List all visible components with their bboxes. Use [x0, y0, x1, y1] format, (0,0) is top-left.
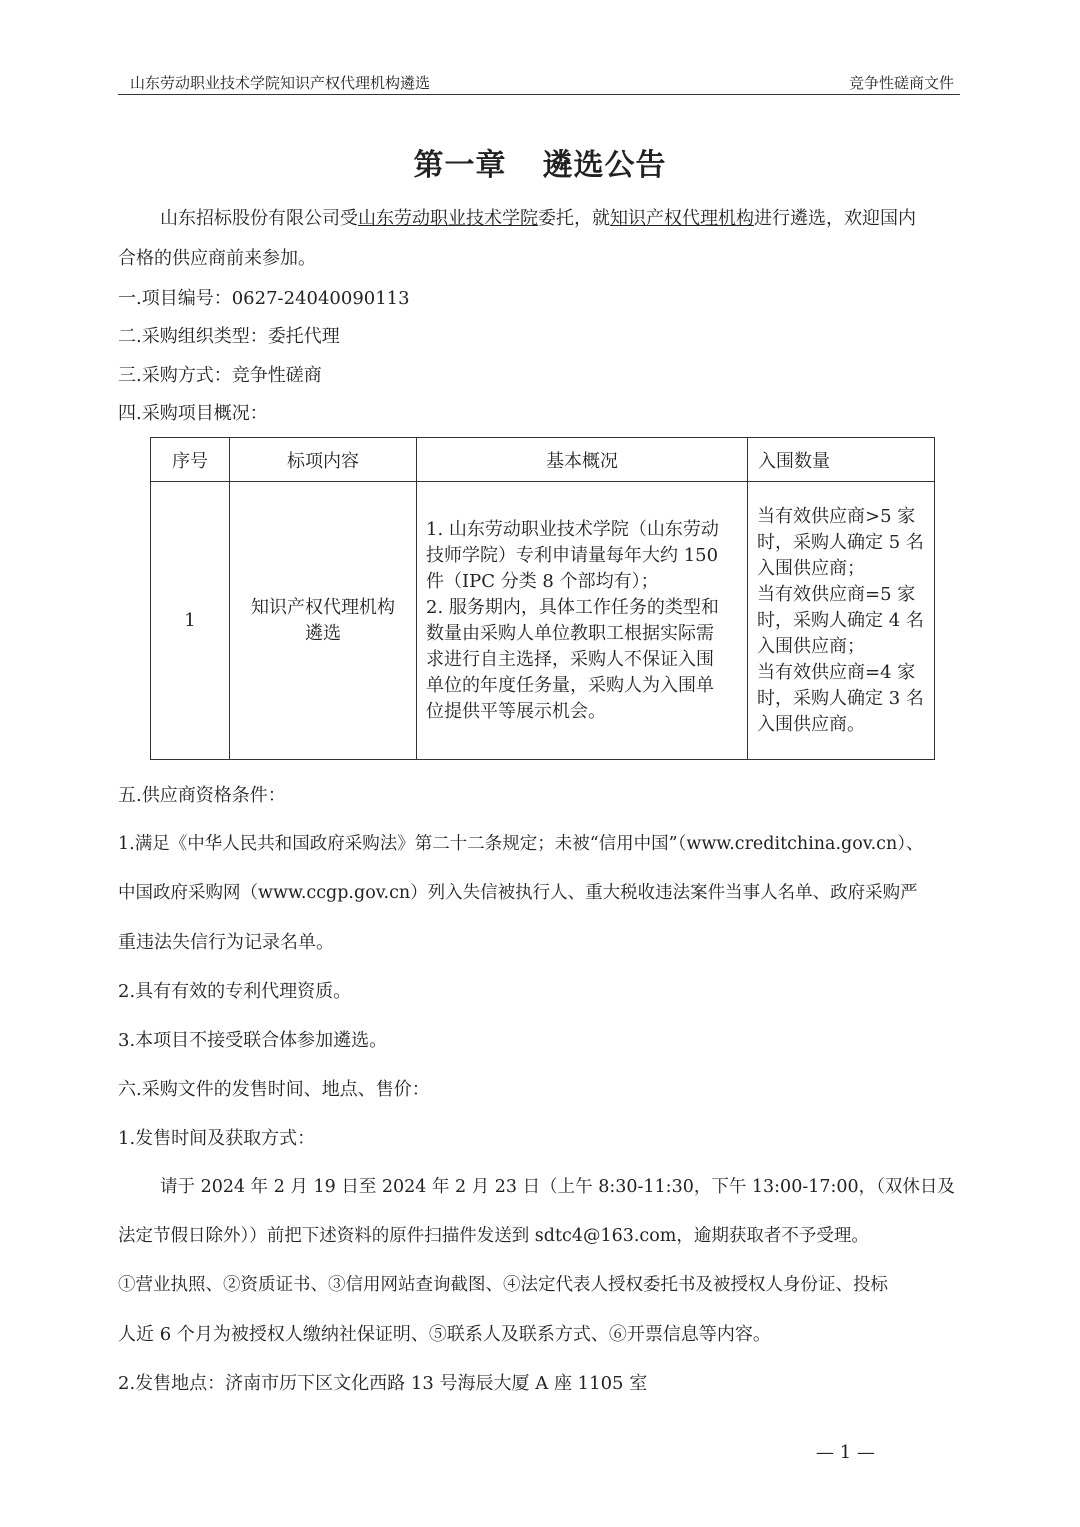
qualification-3: 3.本项目不接受联合体参加遴选。: [118, 1030, 388, 1051]
col-header-basic: 基本概况: [417, 438, 748, 482]
sale-time-line-4: 人近 6 个月为被授权人缴纳社保证明、⑤联系人及联系方式、⑥开票信息等内容。: [118, 1324, 771, 1345]
basic-line: 数量由采购人单位教职工根据实际需: [426, 622, 714, 644]
quota-line: 时，采购人确定 3 名: [757, 687, 924, 709]
basic-line: 技师学院）专利申请量每年大约 150: [426, 544, 719, 566]
chapter-name: 遴选公告: [542, 148, 667, 183]
header-right-title: 竞争性磋商文件: [848, 74, 954, 92]
procurement-method: 三.采购方式：竞争性磋商: [118, 365, 322, 386]
col-header-content: 标项内容: [230, 438, 417, 482]
basic-line: 1. 山东劳动职业技术学院（山东劳动: [426, 518, 719, 540]
page-header: [118, 70, 960, 95]
quota-line: 时，采购人确定 4 名: [757, 609, 924, 631]
cell-no: 1: [151, 482, 230, 760]
qualification-2: 2.具有有效的专利代理资质。: [118, 981, 352, 1002]
content-line: 知识产权代理机构: [251, 596, 395, 618]
chapter-title: [0, 140, 1080, 184]
sale-location: 2.发售地点：济南市历下区文化西路 13 号海辰大厦 A 座 1105 室: [118, 1373, 648, 1394]
qualification-1-line-3: 重违法失信行为记录名单。: [118, 932, 334, 953]
sale-time-line-1: 请于 2024 年 2 月 19 日至 2024 年 2 月 23 日（上午 8:30-11:30，下午 13:00-17:00，（双休日及: [160, 1177, 955, 1197]
intro-text: 进行遴选，欢迎国内: [754, 208, 916, 229]
quota-line: 入围供应商；: [757, 635, 865, 657]
chapter-number: 第一章: [413, 148, 507, 183]
quota-line: 入围供应商；: [757, 557, 865, 579]
sale-time-line-2: 法定节假日除外））前把下述资料的原件扫描件发送到 sdtc4@163.com，逾期获取者不予受理。: [118, 1226, 869, 1246]
basic-line: 件（IPC 分类 8 个部均有）；: [426, 570, 659, 592]
basic-line: 位提供平等展示机会。: [426, 700, 606, 722]
cell-content: [230, 482, 417, 760]
col-header-quota: 入围数量: [748, 438, 935, 482]
intro-paragraph: [160, 204, 916, 230]
project-table: [150, 437, 935, 760]
qualification-1-line-2: 中国政府采购网（www.ccgp.gov.cn）列入失信被执行人、重大税收违法案件当事人名单、政府采购严: [118, 883, 918, 903]
quota-line: 入围供应商。: [757, 713, 865, 735]
page-number: — 1 —: [816, 1442, 875, 1463]
cell-quota: [748, 482, 935, 760]
header-left-title: 山东劳动职业技术学院知识产权代理机构遴选: [130, 74, 431, 92]
table-row: [151, 482, 935, 760]
basic-line: 求进行自主选择，采购人不保证入围: [426, 648, 714, 670]
sale-time-line-3: ①营业执照、②资质证书、③信用网站查询截图、④法定代表人授权委托书及被授权人身份证、投标: [118, 1275, 888, 1295]
col-header-no: 序号: [151, 438, 230, 482]
quota-line: 当有效供应商=5 家: [757, 583, 916, 605]
organization-type: 二.采购组织类型：委托代理: [118, 326, 340, 347]
content-line: 遴选: [305, 622, 341, 644]
basic-line: 2. 服务期内，具体工作任务的类型和: [426, 596, 719, 618]
basic-line: 单位的年度任务量，采购人为入围单: [426, 674, 714, 696]
qualification-1-line-1: 1.满足《中华人民共和国政府采购法》第二十二条规定；未被“信用中国”（www.creditchina.gov.cn）、: [118, 834, 924, 854]
sale-time-heading: 1.发售时间及获取方式：: [118, 1128, 316, 1149]
table-header-row: [151, 438, 935, 482]
project-number: 一.项目编号：0627-24040090113: [118, 288, 410, 309]
project-name: 知识产权代理机构: [610, 208, 754, 229]
intro-line-2: 合格的供应商前来参加。: [118, 248, 316, 269]
quota-line: 当有效供应商>5 家: [757, 505, 916, 527]
sale-heading: 六.采购文件的发售时间、地点、售价：: [118, 1079, 430, 1100]
qualifications-heading: 五.供应商资格条件：: [118, 785, 286, 806]
intro-text: 山东招标股份有限公司受: [160, 208, 358, 229]
client-name: 山东劳动职业技术学院: [358, 208, 538, 229]
quota-line: 当有效供应商=4 家: [757, 661, 916, 683]
intro-text: 委托，就: [538, 208, 610, 229]
project-overview-heading: 四.采购项目概况：: [118, 403, 268, 424]
quota-line: 时，采购人确定 5 名: [757, 531, 924, 553]
cell-basic: [417, 482, 748, 760]
